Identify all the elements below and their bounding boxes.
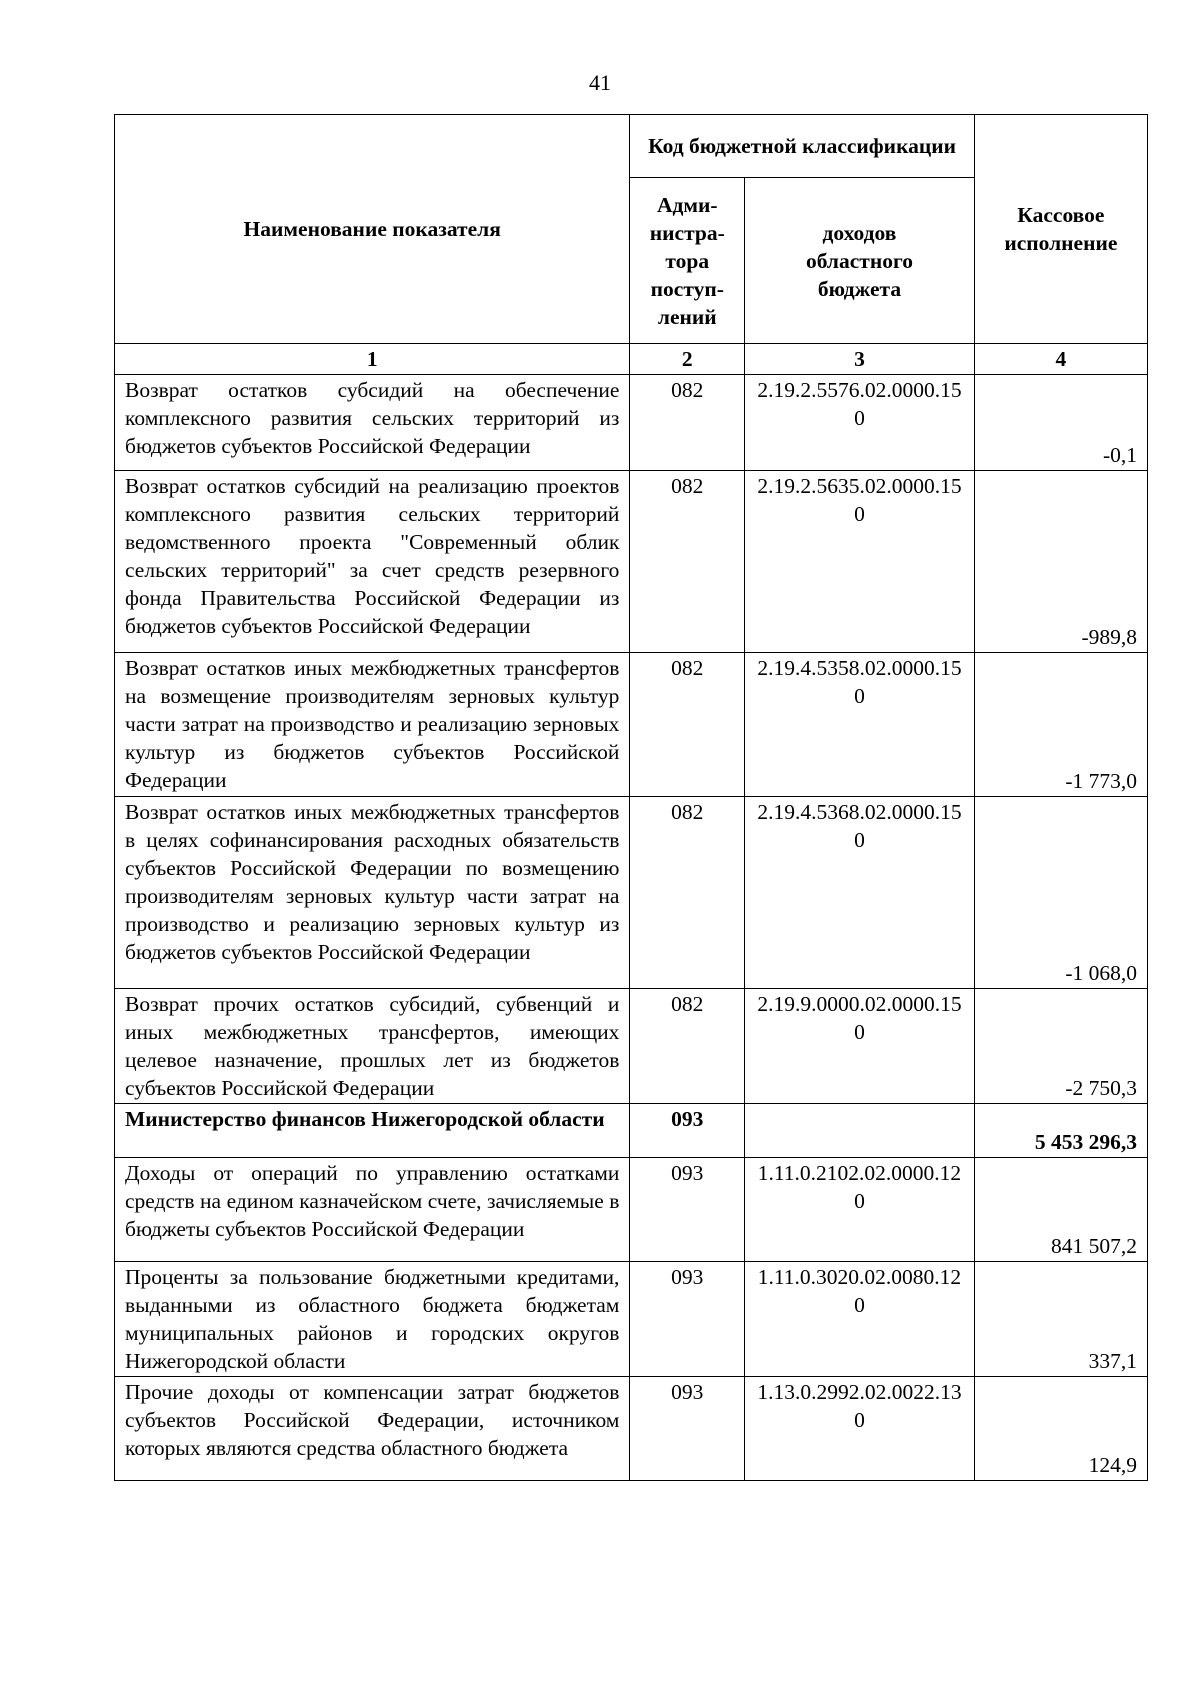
header-revenue-administrator: Адми-нистра-тора поступ-лений bbox=[630, 178, 745, 344]
header-budget-classification-code: Код бюджетной классификации bbox=[630, 115, 974, 178]
administrator-code-cell: 093 bbox=[630, 1104, 745, 1158]
table-row bbox=[115, 989, 1148, 1104]
cash-execution-amount-cell: -1 068,0 bbox=[974, 797, 1147, 989]
table-row bbox=[115, 1158, 1148, 1262]
table-row bbox=[115, 1262, 1148, 1377]
table-row bbox=[115, 1377, 1148, 1481]
cash-execution-amount-cell: 337,1 bbox=[974, 1262, 1147, 1377]
cash-execution-amount-cell: -1 773,0 bbox=[974, 653, 1147, 797]
administrator-code-cell: 093 bbox=[630, 1262, 745, 1377]
indicator-name-cell: Возврат остатков иных межбюджетных трансфертов в целях софинансирования расходных обязательств субъектов Российской Федерации по возмещению производителям зерновых культур части затрат на производство и реализацию зерновых культур из бюджетов субъектов Российской Федерации bbox=[115, 797, 630, 989]
indicator-name-cell: Возврат остатков иных межбюджетных трансфертов на возмещение производителям зерновых культур части затрат на производство и реализацию зерновых культур из бюджетов субъектов Российской Федерации bbox=[115, 653, 630, 797]
budget-classification-code-cell: 1.11.0.2102.02.0000.120 bbox=[745, 1158, 975, 1262]
cash-execution-amount-cell: 5 453 296,3 bbox=[974, 1104, 1147, 1158]
administrator-code-cell: 082 bbox=[630, 989, 745, 1104]
budget-classification-code-cell: 1.11.0.3020.02.0080.120 bbox=[745, 1262, 975, 1377]
budget-classification-code-cell: 2.19.2.5635.02.0000.150 bbox=[745, 471, 975, 653]
column-number-2: 2 bbox=[630, 344, 745, 375]
budget-classification-code-cell bbox=[745, 1104, 975, 1158]
table-row bbox=[115, 471, 1148, 653]
indicator-name-cell: Прочие доходы от компенсации затрат бюджетов субъектов Российской Федерации, источником которых являются средства областного бюджета bbox=[115, 1377, 630, 1481]
administrator-code-cell: 082 bbox=[630, 653, 745, 797]
cash-execution-amount-cell: -0,1 bbox=[974, 375, 1147, 471]
budget-classification-code-cell: 2.19.4.5358.02.0000.150 bbox=[745, 653, 975, 797]
administrator-code-cell: 093 bbox=[630, 1158, 745, 1262]
administrator-code-cell: 082 bbox=[630, 797, 745, 989]
header-cash-execution: Кассовое исполнение bbox=[974, 115, 1147, 344]
table-row bbox=[115, 375, 1148, 471]
header-regional-budget-revenue: доходов областного бюджета bbox=[745, 178, 975, 344]
table-row bbox=[115, 797, 1148, 989]
budget-classification-code-cell: 2.19.9.0000.02.0000.150 bbox=[745, 989, 975, 1104]
administrator-code-cell: 093 bbox=[630, 1377, 745, 1481]
table-row bbox=[115, 653, 1148, 797]
table-body bbox=[115, 375, 1148, 1481]
indicator-name-cell: Возврат остатков субсидий на реализацию проектов комплексного развития сельских территорий ведомственного проекта "Современный облик сельских территорий" за счет средств резервного фонда Правительства Российской Федерации из бюджетов субъектов Российской Федерации bbox=[115, 471, 630, 653]
indicator-name-cell: Доходы от операций по управлению остатками средств на едином казначейском счете, зачисляемые в бюджеты субъектов Российской Федерации bbox=[115, 1158, 630, 1262]
cash-execution-amount-cell: 124,9 bbox=[974, 1377, 1147, 1481]
administrator-code-cell: 082 bbox=[630, 375, 745, 471]
column-number-4: 4 bbox=[974, 344, 1147, 375]
header-indicator-name: Наименование показателя bbox=[115, 115, 630, 344]
administrator-code-cell: 082 bbox=[630, 471, 745, 653]
budget-classification-code-cell: 1.13.0.2992.02.0022.130 bbox=[745, 1377, 975, 1481]
indicator-name-cell: Проценты за пользование бюджетными кредитами, выданными из областного бюджета бюджетам муниципальных районов и городских округов Нижегородской области bbox=[115, 1262, 630, 1377]
cash-execution-amount-cell: -2 750,3 bbox=[974, 989, 1147, 1104]
budget-classification-code-cell: 2.19.4.5368.02.0000.150 bbox=[745, 797, 975, 989]
page-number: 41 bbox=[589, 70, 611, 95]
column-number-1: 1 bbox=[115, 344, 630, 375]
budget-classification-code-cell: 2.19.2.5576.02.0000.150 bbox=[745, 375, 975, 471]
indicator-name-cell: Возврат прочих остатков субсидий, субвенций и иных межбюджетных трансфертов, имеющих целевое назначение, прошлых лет из бюджетов субъектов Российской Федерации bbox=[115, 989, 630, 1104]
cash-execution-amount-cell: -989,8 bbox=[974, 471, 1147, 653]
cash-execution-amount-cell: 841 507,2 bbox=[974, 1158, 1147, 1262]
column-number-3: 3 bbox=[745, 344, 975, 375]
indicator-name-cell: Возврат остатков субсидий на обеспечение комплексного развития сельских территорий из бюджетов субъектов Российской Федерации bbox=[115, 375, 630, 471]
indicator-name-cell: Министерство финансов Нижегородской области bbox=[115, 1104, 630, 1158]
table-row bbox=[115, 1104, 1148, 1158]
budget-income-table bbox=[114, 114, 1148, 1481]
